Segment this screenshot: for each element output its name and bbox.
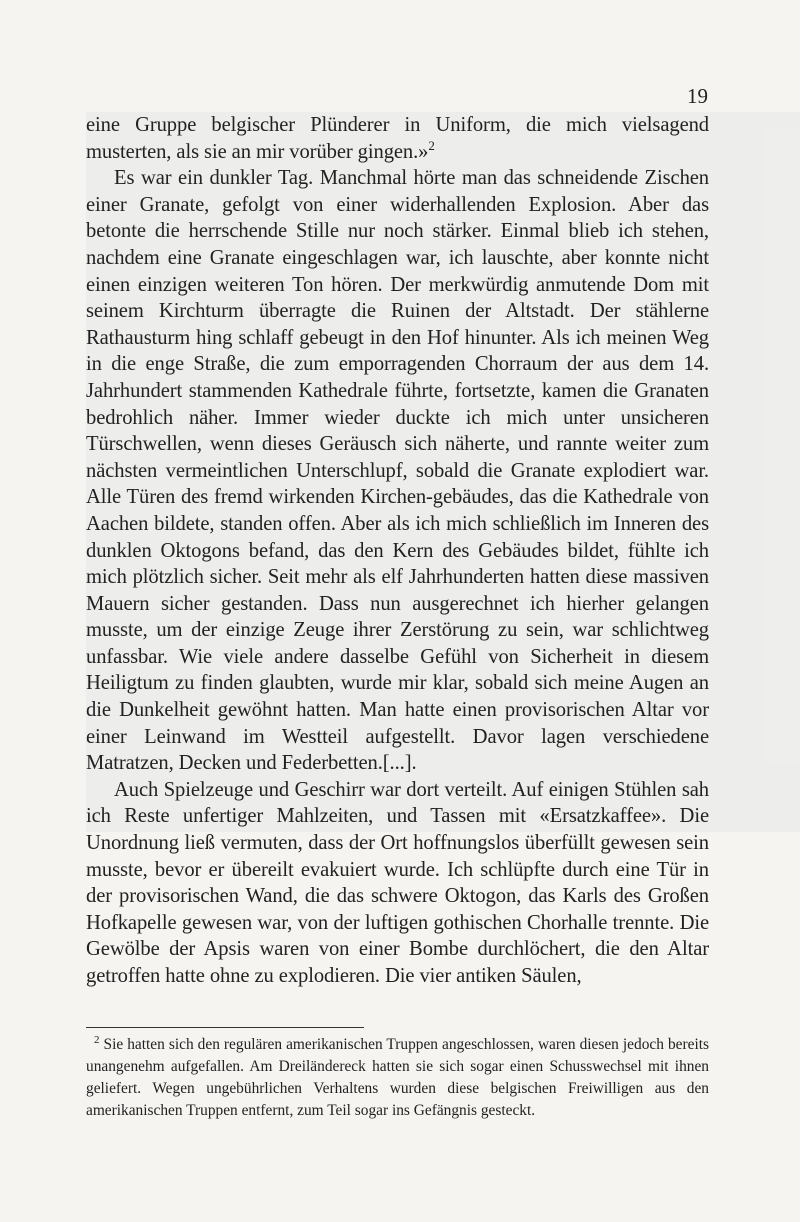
footnote-reference: 2: [428, 137, 435, 153]
footnote-divider: [86, 1027, 364, 1028]
paragraph-1-text: eine Gruppe belgischer Plünderer in Uniform, die mich vielsagend musterten, als sie an mir vorüber gingen.»: [86, 114, 709, 163]
footnote: [86, 1034, 709, 1122]
paragraph-3: Auch Spielzeuge und Geschirr war dort verteilt. Auf einigen Stühlen sah ich Reste unfertiger Mahlzeiten, und Tassen mit «Ersatzkaffee». Die Unordnung ließ vermuten, dass der Ort hoffnungslos überfüllt gewesen sein musste, bevor er übereilt evakuiert wurde. Ich schlüpfte durch eine Tür in der provisorischen Wand, die das schwere Oktogon, das Karls des Großen Hofkapelle gewesen war, von der luftigen gothischen Chorhalle trennte. Die Gewölbe der Apsis waren von einer Bombe durchlöchert, die den Altar getroffen hatte ohne zu explodieren. Die vier antiken Säulen,: [86, 778, 709, 987]
footnote-number: 2: [94, 1033, 100, 1046]
body-text: [86, 112, 709, 990]
page-number: 19: [687, 84, 708, 108]
paragraph-2: Es war ein dunkler Tag. Manchmal hörte man das schneidende Zischen einer Granate, gefolgt von einer widerhallenden Explosion. Aber das betonte die herrschende Stille nur noch stärker. Einmal blieb ich stehen, nachdem eine Granate eingeschlagen war, ich lauschte, aber konnte nicht einen einzigen weiteren Ton hören. Der merkwürdig anmutende Dom mit seinem Kirchturm überragte die Ruinen der Altstadt. Der stählerne Rathausturm hing schlaff gebeugt in den Hof hinunter. Als ich meinen Weg in die enge Straße, die zum emporragenden Chorraum der aus dem 14. Jahrhundert stammenden Kathedrale führte, fortsetzte, kamen die Granaten bedrohlich näher. Immer wieder duckte ich mich unter unsicheren Türschwellen, wenn dieses Geräusch sich näherte, und rannte weiter zum nächsten vermeintlichen Unterschlupf, sobald die Granate explodiert war. Alle Türen des fremd wirkenden Kirchen-gebäudes, das die Kathedrale von Aachen bildete, standen offen. Aber als ich mich schließlich im Inneren des dunklen Oktogons befand, das den Kern des Gebäudes bildet, fühlte ich mich plötzlich sicher. Seit mehr als elf Jahrhunderten hatten diese massiven Mauern sicher gestanden. Dass nun ausgerechnet ich hierher gelangen musste, um der einzige Zeuge ihrer Zerstörung zu sein, war schlichtweg unfassbar. Wie viele andere dasselbe Gefühl von Sicherheit in diesem Heiligtum zu finden glaubten, wurde mir klar, sobald sich meine Augen an die Dunkelheit gewöhnt hatten. Man hatte einen provisorischen Altar vor einer Leinwand im Westteil aufgestellt. Davor lagen verschiedene Matratzen, Decken und Federbetten.[...].: [86, 167, 709, 775]
footnote-text: Sie hatten sich den regulären amerikanischen Truppen angeschlossen, waren diesen jedoch bereits unangenehm aufgefallen. Am Dreiländereck hatten sie sich sogar einen Schusswechsel mit ihnen geliefert. Wegen ungebührlichen Verhaltens wurden diese belgischen Freiwilligen aus den amerikanischen Truppen entfernt, zum Teil sogar ins Gefängnis gesteckt.: [86, 1036, 709, 1119]
paragraph-1: [86, 112, 709, 165]
